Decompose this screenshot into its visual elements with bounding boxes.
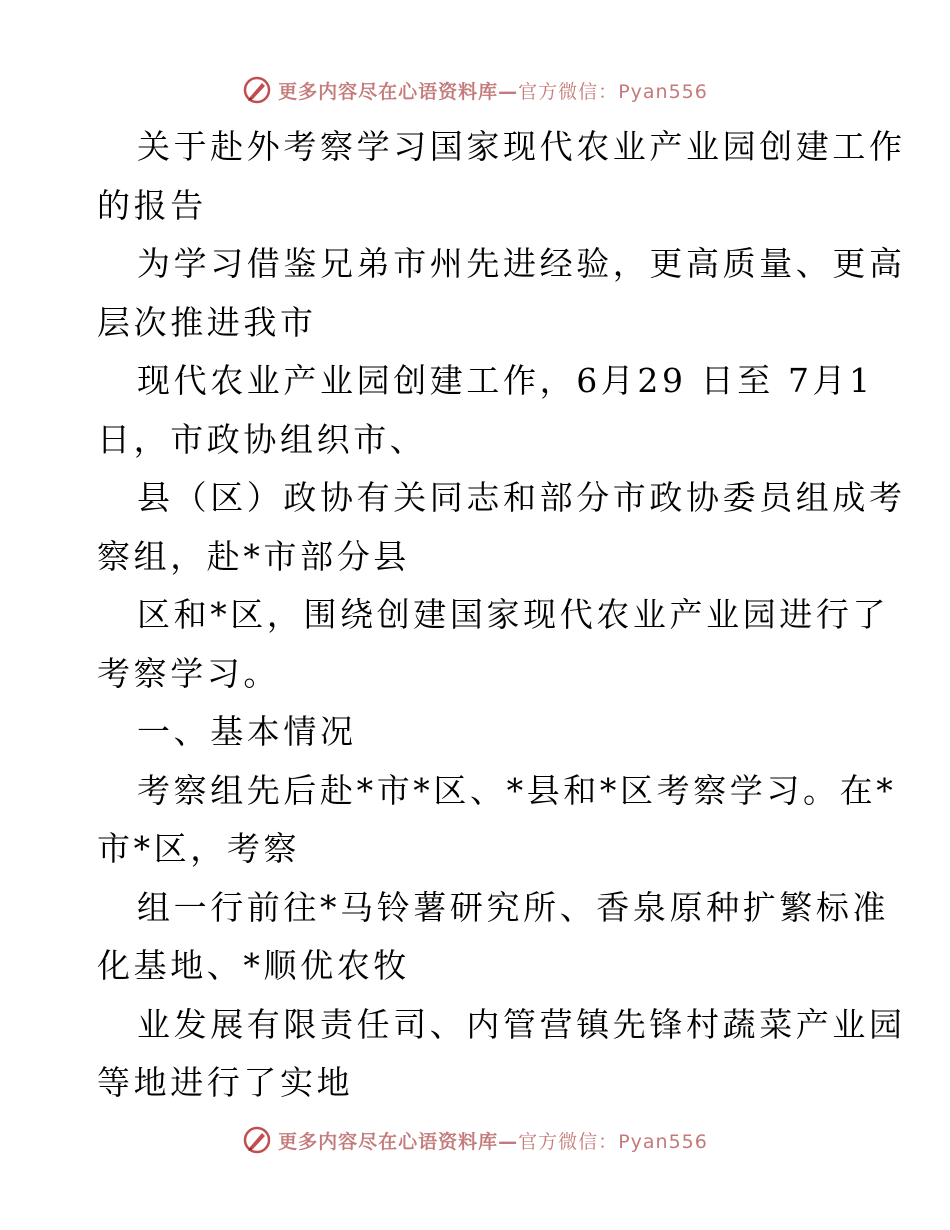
document-line: 关于赴外考察学习国家现代农业产业园创建工作 [137,127,906,166]
document-line: 组一行前往*马铃薯研究所、香泉原种扩繁标准 [137,887,890,927]
footer-banner [0,1120,950,1160]
document-line: 业发展有限责任司、内管营镇先锋村蔬菜产业园 [137,1004,906,1044]
document-line: 层次推进我市 [97,302,317,342]
document-line: 化基地、*顺优农牧 [97,946,410,985]
banner-dash: — [498,1130,519,1153]
banner-dash: — [498,80,519,103]
document-line: 日，市政协组织市、 [97,419,427,459]
document-line: 现代农业产业园创建工作，6月29 日至 7月1 [137,361,874,400]
banner-text [278,77,708,104]
document-line: 等地进行了实地 [97,1063,354,1102]
document-body [97,118,906,1113]
banner-site-text: 更多内容尽在心语资料库 [278,80,499,103]
document-line: 考察组先后赴*市*区、*县和*区考察学习。在* [137,770,897,810]
document-line: 区和*区，围绕创建国家现代农业产业园进行了 [137,595,890,634]
document-line: 市*区，考察 [97,829,301,868]
banner-wechat-label: 官方微信： [518,1130,619,1153]
header-banner [0,70,950,110]
pen-circle-icon [242,1125,272,1155]
banner-wechat-id: Pyan556 [618,80,708,103]
pen-circle-icon [242,75,272,105]
banner-wechat-label: 官方微信： [518,80,619,103]
document-line: 为学习借鉴兄弟市州先进经验，更高质量、更高 [137,244,906,283]
document-line: 一、基本情况 [137,712,357,751]
document-line: 考察学习。 [97,653,280,693]
document-line: 察组，赴*市部分县 [97,536,410,576]
banner-site-text: 更多内容尽在心语资料库 [278,1130,499,1153]
banner-text [278,1127,708,1154]
banner-wechat-id: Pyan556 [618,1130,708,1153]
document-line: 县（区）政协有关同志和部分市政协委员组成考 [137,478,906,517]
document-line: 的报告 [97,185,207,225]
